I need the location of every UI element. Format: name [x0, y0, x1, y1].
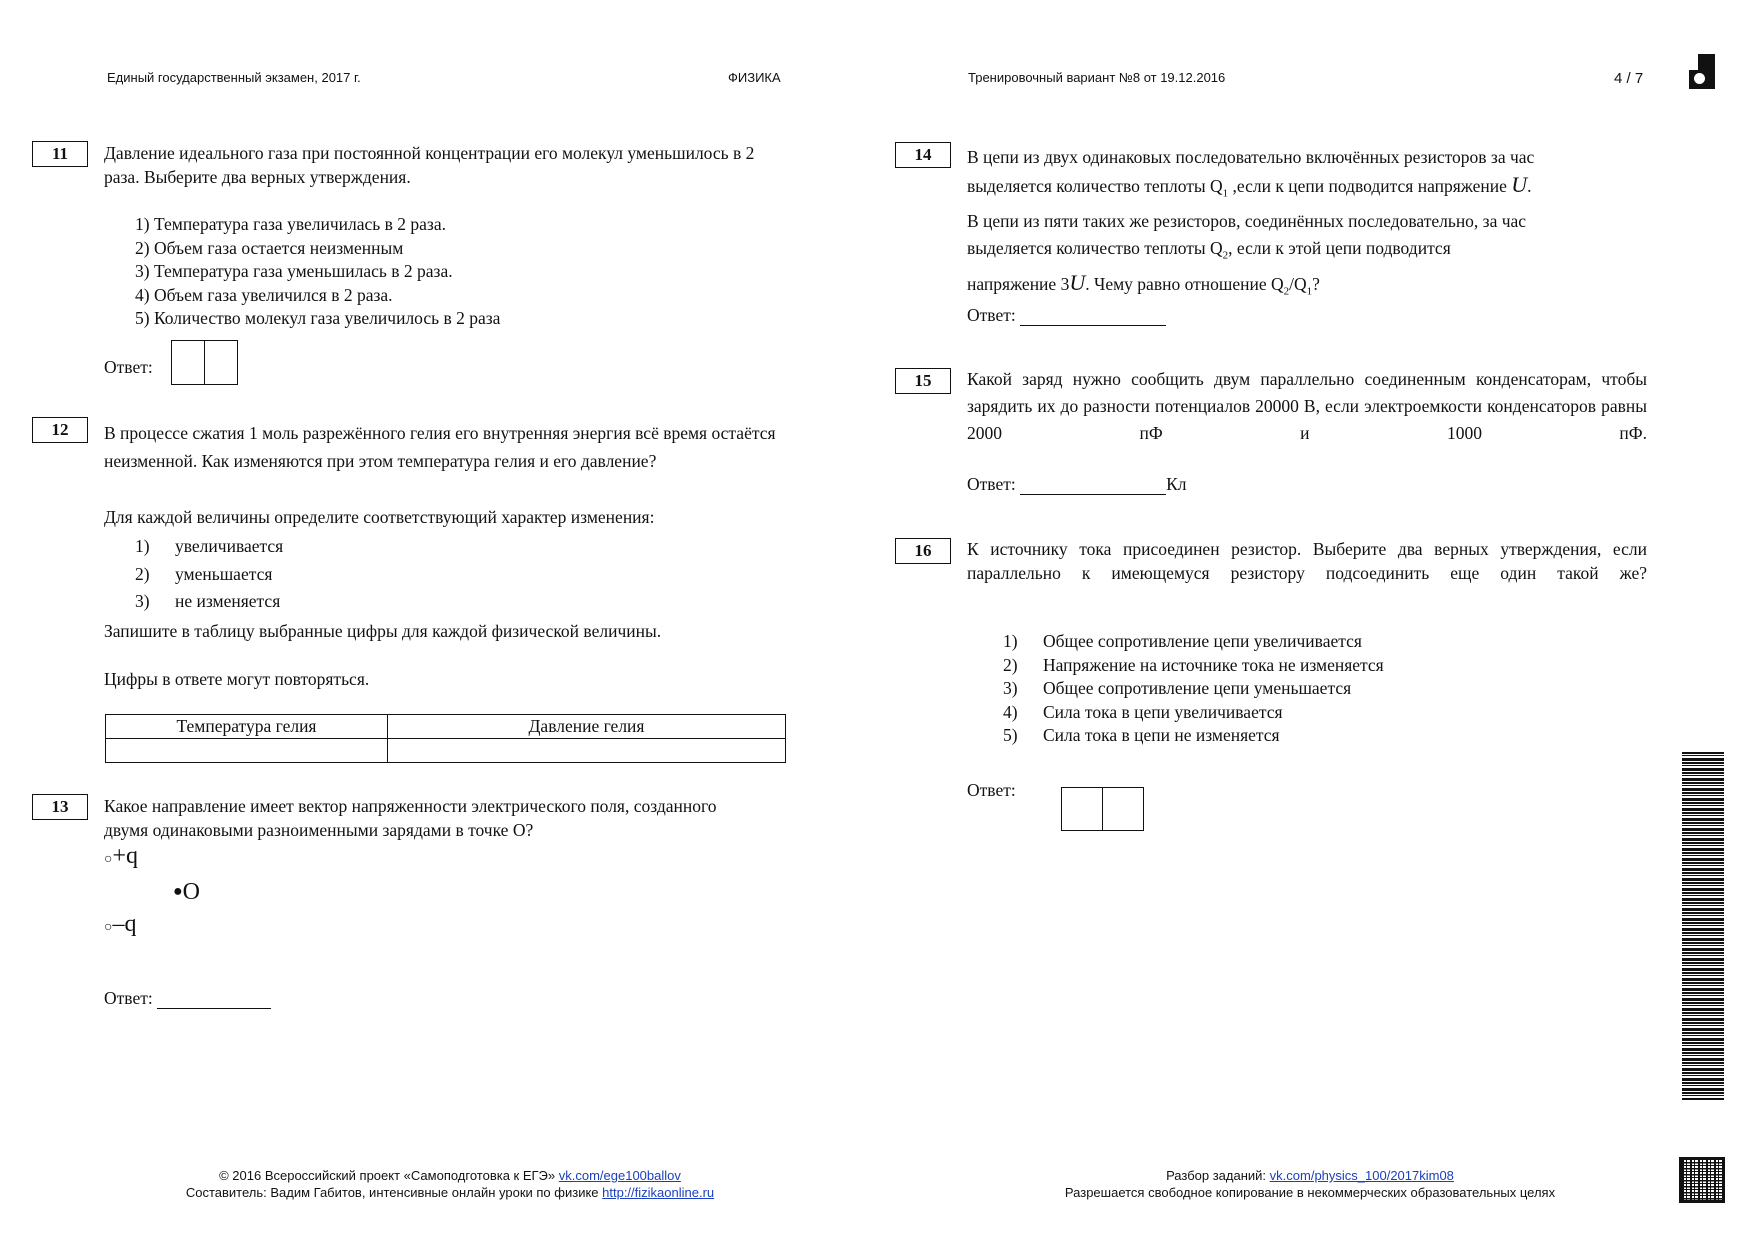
answer-cells-11[interactable] — [171, 340, 238, 385]
option-text: не изменяется — [175, 591, 281, 611]
option-number: 3) — [135, 591, 150, 611]
question-number-11: 11 — [32, 141, 88, 167]
answer-line-13[interactable] — [157, 990, 271, 1009]
footer-link-physics-analysis[interactable]: vk.com/physics_100/2017kim08 — [1269, 1168, 1454, 1183]
question-12-text: В процессе сжатия 1 моль разрежённого гелия его внутренняя энергия всё время остаётся неизменной. Как изменяются при этом температура гелия и его давление? — [104, 423, 776, 471]
table-header-pressure: Давление гелия — [388, 715, 786, 739]
header-subject: ФИЗИКА — [728, 70, 781, 85]
question-12-options — [135, 533, 283, 616]
corner-marker-icon — [1689, 54, 1715, 89]
list-item: 5) Количество молекул газа увеличилось в 2 раза — [135, 308, 501, 328]
option-text: Общее сопротивление цепи уменьшается — [1043, 678, 1352, 698]
answer-label-14: Ответ: — [967, 305, 1016, 325]
qr-code-icon — [1679, 1157, 1725, 1203]
question-number-16: 16 — [895, 538, 951, 564]
option-number: 5) — [1003, 725, 1018, 745]
question-11-text: Давление идеального газа при постоянной концентрации его молекул уменьшилось в 2 раза. Выберите два верных утверждения. — [104, 143, 755, 187]
question-14-text: В цепи из двух одинаковых последовательно включённых резисторов за час выделяется количество теплоты $Q_1$ ,если к цепи подводится напряжение U. В цепи из пяти таких же резисторов, соединённых последовательно, за час выделяется количество теплоты $Q_2$, если к этой цепи подводится напряжение 3U. Чему равно отношение $Q_2/Q_1$? — [967, 147, 1535, 298]
answer-row-15 — [967, 474, 1187, 495]
list-item — [1003, 654, 1384, 678]
list-item: 1) Температура газа увеличилась в 2 раза. — [135, 214, 446, 234]
question-12-note: Запишите в таблицу выбранные цифры для каждой физической величины. — [104, 621, 662, 641]
question-15-text: Какой заряд нужно сообщить двум параллельно соединенным конденсаторам, чтобы зарядить их до разности потенциалов 20000 В, если электроемкости конденсаторов равны 2000 пФ и 1000 пФ. — [967, 369, 1647, 443]
point-o: ●O — [173, 879, 201, 905]
list-item — [135, 588, 283, 616]
question-16-options — [1003, 630, 1384, 748]
list-item: 3) Температура газа уменьшилась в 2 раза. — [135, 261, 453, 281]
footer-link-fizikaonline[interactable]: http://fizikaonline.ru — [602, 1185, 715, 1200]
question-number-13: 13 — [32, 794, 88, 820]
list-item: 2) Объем газа остается неизменным — [135, 237, 404, 258]
table-header-temperature: Температура гелия — [106, 715, 388, 739]
answer-unit-15: Кл — [1166, 474, 1187, 494]
option-number: 2) — [135, 563, 150, 584]
answer-label-16: Ответ: — [967, 780, 1016, 800]
header-exam-title: Единый государственный экзамен, 2017 г. — [107, 70, 361, 85]
option-text: Общее сопротивление цепи увеличивается — [1043, 631, 1362, 651]
answer-table-12 — [105, 714, 786, 763]
negative-charge: ○–q — [104, 911, 137, 937]
answer-cells-16[interactable] — [1061, 787, 1144, 831]
answer-cell[interactable] — [172, 341, 205, 384]
question-13-text: Какое направление имеет вектор напряженности электрического поля, созданного двумя одинаковыми разноименными зарядами в точке О? — [104, 796, 717, 840]
option-number: 1) — [1003, 631, 1018, 651]
barcode-icon — [1682, 752, 1724, 1100]
answer-label-13: Ответ: — [104, 988, 153, 1008]
answer-cell[interactable] — [205, 341, 237, 384]
header-page-number: 4 / 7 — [1614, 70, 1644, 87]
answer-cell[interactable] — [1062, 788, 1103, 830]
header-variant: Тренировочный вариант №8 от 19.12.2016 — [968, 70, 1226, 85]
list-item — [135, 561, 283, 589]
answer-cell[interactable] — [1103, 788, 1143, 830]
list-item — [1003, 701, 1384, 725]
list-item: 4) Объем газа увеличился в 2 раза. — [135, 284, 393, 305]
question-16-text: К источнику тока присоединен резистор. Выберите два верных утверждения, если параллельно к имеющемуся резистору подсоединить еще один такой же? — [967, 539, 1647, 583]
list-item — [1003, 630, 1384, 654]
footer-link-vk-ege[interactable]: vk.com/ege100ballov — [558, 1168, 681, 1183]
answer-line-15[interactable] — [1020, 476, 1166, 495]
option-number: 2) — [1003, 654, 1018, 675]
list-item — [135, 533, 283, 561]
footer-left: © 2016 Всероссийский проект «Самоподготовка к ЕГЭ» vk.com/ege100ballov Составитель: Вадим Габитов, интенсивные онлайн уроки по физике http://fizikaonline.ru — [185, 1168, 715, 1200]
option-number: 1) — [135, 536, 150, 556]
question-number-12: 12 — [32, 417, 88, 443]
answer-label-15: Ответ: — [967, 474, 1016, 494]
question-12-note-repeat: Цифры в ответе могут повторяться. — [104, 669, 370, 689]
answer-label-11: Ответ: — [104, 357, 153, 377]
question-number-14: 14 — [895, 142, 951, 168]
option-text: уменьшается — [175, 563, 273, 584]
answer-line-14[interactable] — [1020, 307, 1166, 326]
question-12-instruction: Для каждой величины определите соответствующий характер изменения: — [104, 507, 655, 527]
option-text: Сила тока в цепи не изменяется — [1043, 725, 1280, 745]
option-text: увеличивается — [175, 536, 284, 556]
answer-row-13 — [104, 988, 271, 1009]
answer-row-14 — [967, 305, 1166, 326]
question-number-15: 15 — [895, 368, 951, 394]
option-number: 3) — [1003, 678, 1018, 698]
answer-cell-pressure[interactable] — [388, 739, 786, 763]
option-text: Напряжение на источнике тока не изменяется — [1043, 654, 1384, 675]
option-number: 4) — [1003, 701, 1018, 722]
list-item — [1003, 724, 1384, 748]
question-11-options — [135, 213, 500, 331]
positive-charge: ○+q — [104, 843, 139, 869]
answer-cell-temperature[interactable] — [106, 739, 388, 763]
option-text: Сила тока в цепи увеличивается — [1043, 701, 1283, 722]
footer-right: Разбор заданий: vk.com/physics_100/2017kim08 Разрешается свободное копирование в некоммерческих образовательных целях — [1064, 1168, 1556, 1200]
list-item — [1003, 677, 1384, 701]
